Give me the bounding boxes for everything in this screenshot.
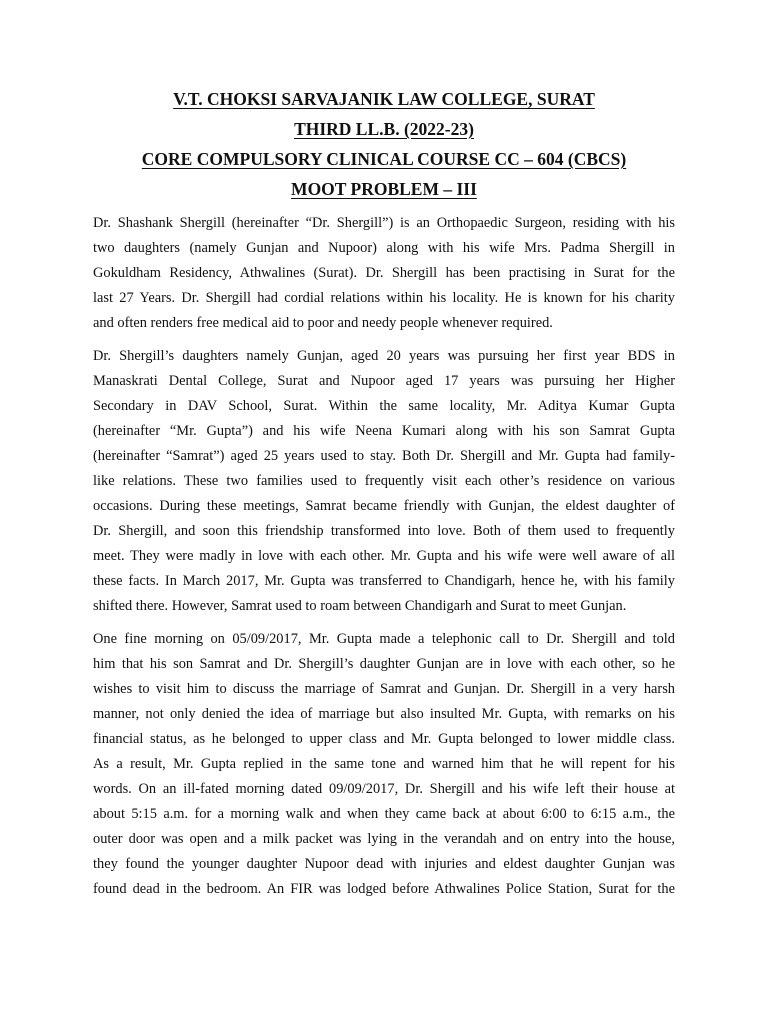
course-title: CORE COMPULSORY CLINICAL COURSE CC – 604 (CBCS) <box>141 149 627 169</box>
document-header <box>0 84 768 204</box>
paragraph-line: two daughters (namely Gunjan and Nupoor) along with his wife Mrs. Padma Shergill in <box>93 240 675 256</box>
paragraph-line: found dead in the bedroom. An FIR was lodged before Athwalines Police Station, Surat for the <box>93 881 675 897</box>
paragraph-line: (hereinafter “Samrat”) aged 25 years used to stay. Both Dr. Shergill and Mr. Gupta had family- <box>93 448 675 464</box>
college-title: V.T. CHOKSI SARVAJANIK LAW COLLEGE, SURAT <box>173 89 595 109</box>
paragraph-line: about 5:15 a.m. for a morning walk and when they came back at about 6:00 to 6:15 a.m., the <box>93 806 675 822</box>
paragraph-line: Manaskrati Dental College, Surat and Nupoor aged 17 years was pursuing her Higher <box>93 373 675 389</box>
paragraph-line: outer door was open and a milk packet was lying in the verandah and on entry into the house, <box>93 831 675 847</box>
paragraph-line: him that his son Samrat and Dr. Shergill’s daughter Gunjan are in love with each other, so he <box>93 656 675 672</box>
document-body <box>93 211 675 910</box>
paragraph-line: One fine morning on 05/09/2017, Mr. Gupta made a telephonic call to Dr. Shergill and told <box>93 631 675 647</box>
paragraph-line: and often renders free medical aid to poor and needy people whenever required. <box>93 315 553 331</box>
paragraph-line: like relations. These two families used to frequently visit each other’s residence on various <box>93 473 675 489</box>
paragraph-line: Dr. Shergill’s daughters namely Gunjan, aged 20 years was pursuing her first year BDS in <box>93 348 675 364</box>
paragraph-line: manner, not only denied the idea of marriage but also insulted Mr. Gupta, with remarks on his <box>93 706 675 722</box>
paragraph <box>93 344 675 619</box>
paragraph-line: Dr. Shergill, and soon this friendship transformed into love. Both of them used to frequently <box>93 523 675 539</box>
paragraph-line: wishes to visit him to discuss the marriage of Samrat and Gunjan. Dr. Shergill in a very harsh <box>93 681 675 697</box>
problem-title: MOOT PROBLEM – III <box>291 179 477 199</box>
paragraph-line: these facts. In March 2017, Mr. Gupta was transferred to Chandigarh, hence he, with his family <box>93 573 675 589</box>
paragraph-line: last 27 Years. Dr. Shergill had cordial relations within his locality. He is known for his charity <box>93 290 675 306</box>
paragraph-line: (hereinafter “Mr. Gupta”) and his wife Neena Kumari along with his son Samrat Gupta <box>93 423 675 439</box>
paragraph-line: they found the younger daughter Nupoor dead with injuries and eldest daughter Gunjan was <box>93 856 675 872</box>
paragraph-line: As a result, Mr. Gupta replied in the same tone and warned him that he will repent for his <box>93 756 675 772</box>
paragraph-line: Gokuldham Residency, Athwalines (Surat). Dr. Shergill has been practising in Surat for the <box>93 265 675 281</box>
paragraph-line: financial status, as he belonged to upper class and Mr. Gupta belonged to lower middle class. <box>93 731 675 747</box>
paragraph <box>93 211 675 336</box>
paragraph-line: shifted there. However, Samrat used to roam between Chandigarh and Surat to meet Gunjan. <box>93 598 627 614</box>
paragraph-line: occasions. During these meetings, Samrat became friendly with Gunjan, the eldest daughter of <box>93 498 675 514</box>
paragraph-line: Dr. Shashank Shergill (hereinafter “Dr. Shergill”) is an Orthopaedic Surgeon, residing with his <box>93 215 675 231</box>
year-title: THIRD LL.B. (2022-23) <box>294 119 474 139</box>
paragraph <box>93 627 675 902</box>
paragraph-line: meet. They were madly in love with each other. Mr. Gupta and his wife were well aware of all <box>93 548 675 564</box>
paragraph-line: Secondary in DAV School, Surat. Within the same locality, Mr. Aditya Kumar Gupta <box>93 398 675 414</box>
paragraph-line: words. On an ill-fated morning dated 09/09/2017, Dr. Shergill and his wife left their house at <box>93 781 675 797</box>
